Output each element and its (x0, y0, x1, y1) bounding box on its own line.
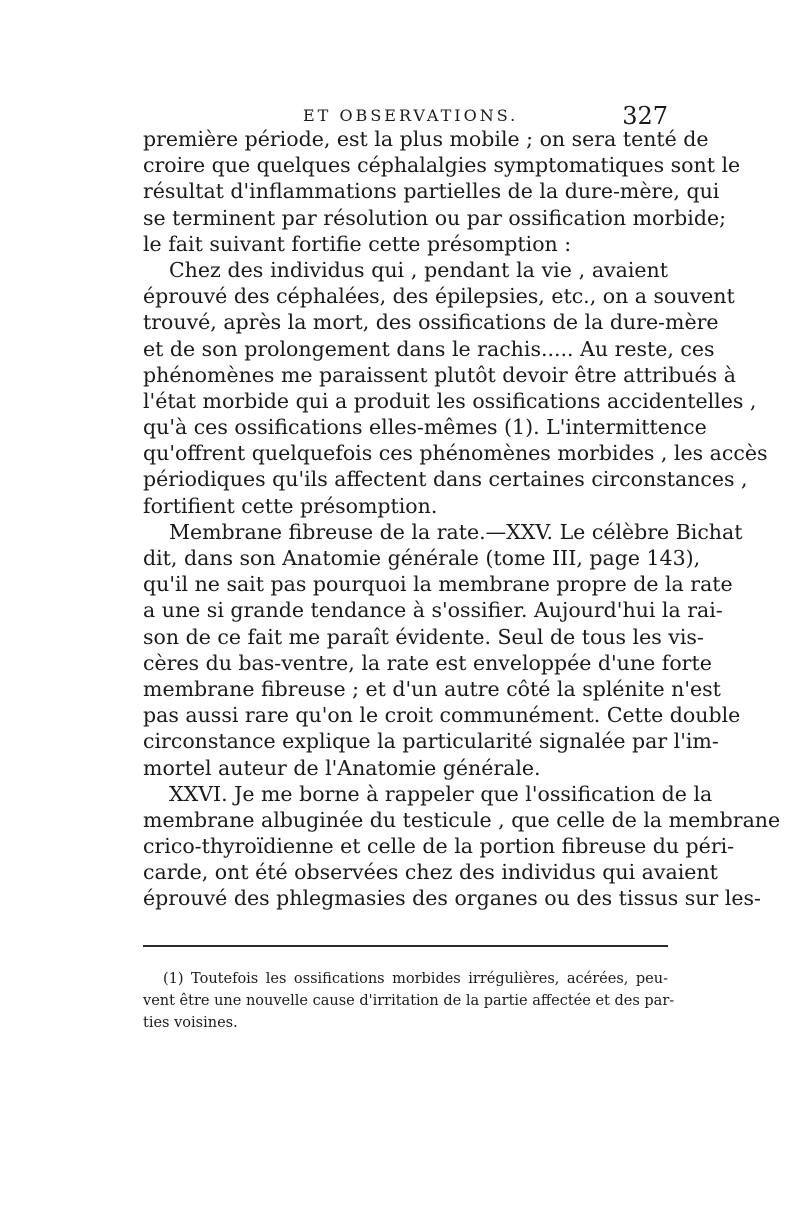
footnote (143, 968, 675, 1034)
text-line: se terminent par résolution ou par ossification morbide; (143, 205, 727, 230)
text-line: XXVI. Je me borne à rappeler que l'ossification de la (169, 781, 713, 806)
text-line: qu'il ne sait pas pourquoi la membrane propre de la rate (143, 572, 733, 597)
text-line: Membrane fibreuse de la rate.—XXV. Le célèbre Bichat (169, 519, 743, 544)
text-line: membrane albuginée du testicule , que celle de la membrane (143, 807, 781, 832)
text-line: qu'offrent quelquefois ces phénomènes morbides , les accès (143, 441, 768, 466)
text-line: dit, dans son Anatomie générale (tome III, page 143), (143, 546, 701, 570)
text-line: résultat d'inflammations partielles de la dure-mère, qui (143, 179, 720, 204)
text-line: son de ce fait me paraît évidente. Seul de tous les vis- (143, 624, 704, 649)
text-line: périodiques qu'ils affectent dans certaines circonstances , (143, 467, 748, 492)
text-line: trouvé, après la mort, des ossifications de la dure-mère (143, 310, 719, 335)
text-line: croire que quelques céphalalgies symptomatiques sont le (143, 153, 741, 178)
text-line: éprouvé des céphalées, des épilepsies, etc., on a souvent (143, 284, 735, 309)
text-line: éprouvé des phlegmasies des organes ou des tissus sur les- (143, 886, 761, 911)
text-line: et de son prolongement dans le rachis..... Au reste, ces (143, 336, 715, 361)
footnote-line: (1) Toutefois les ossifications morbides irrégulières, acérées, peu- (163, 971, 668, 987)
footnote-rule (143, 945, 668, 947)
footnote-line: ties voisines. (143, 1015, 238, 1031)
text-line: phénomènes me paraissent plutôt devoir être attribués à (143, 362, 736, 387)
text-line: circonstance explique la particularité signalée par l'im- (143, 729, 719, 754)
text-line: a une si grande tendance à s'ossifier. Aujourd'hui la rai- (143, 598, 723, 623)
text-line: membrane fibreuse ; et d'un autre côté la splénite n'est (143, 676, 721, 701)
text-line: Chez des individus qui , pendant la vie , avaient (169, 257, 668, 282)
text-line: l'état morbide qui a produit les ossifications accidentelles , (143, 388, 757, 413)
page-number: 327 (622, 102, 668, 130)
text-line: qu'à ces ossifications elles-mêmes (1). L'intermittence (143, 415, 707, 440)
text-line: première période, est la plus mobile ; on sera tenté de (143, 127, 709, 151)
text-line: mortel auteur de l'Anatomie générale. (143, 755, 541, 780)
text-line: fortifient cette présomption. (143, 493, 438, 518)
text-line: le fait suivant fortifie cette présomption : (143, 231, 572, 256)
footnote-line: vent être une nouvelle cause d'irritation de la partie affectée et des par- (143, 993, 675, 1009)
text-line: crico-thyroïdienne et celle de la portion fibreuse du péri- (143, 834, 735, 859)
running-head: ET OBSERVATIONS. (303, 106, 519, 125)
text-line: cères du bas-ventre, la rate est enveloppée d'une forte (143, 650, 712, 675)
main-text (143, 126, 781, 912)
text-line: pas aussi rare qu'on le croit communément. Cette double (143, 703, 741, 728)
text-line: carde, ont été observées chez des individus qui avaient (143, 860, 718, 885)
